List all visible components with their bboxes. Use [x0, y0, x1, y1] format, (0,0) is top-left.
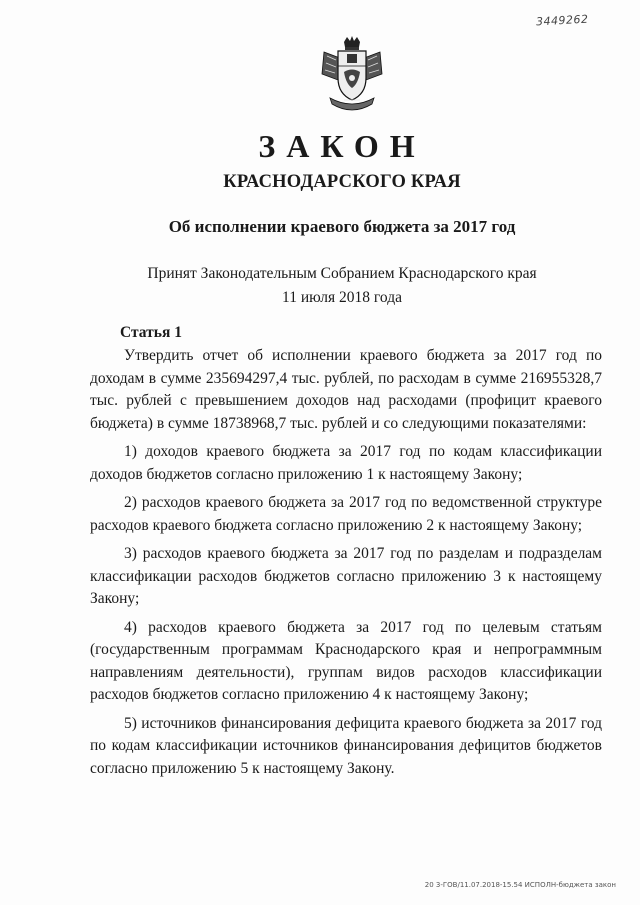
article-paragraph: 4) расходов краевого бюджета за 2017 год по целевым статьям (государственным программам Краснодарского края и непрограммным направлениям деятельности), группам видов расходов классификации расходов бюджетов согласно приложению 4 к настоящему Закону;	[90, 618, 602, 703]
adoption-body: Принят Законодательным Собранием Краснодарского края	[147, 265, 537, 282]
coat-of-arms-icon	[314, 36, 390, 116]
article-heading: Статья 1	[120, 324, 182, 341]
article-paragraph: Утвердить отчет об исполнении краевого бюджета за 2017 год по доходам в сумме 235694297,4 тыс. рублей, по расходам в сумме 216955328,7 тыс. рублей с превышением доходов над расходами (профицит краевого бюджета) в сумме 18738968,7 тыс. рублей и со следующими показателями:	[90, 347, 602, 432]
article-paragraph: 3) расходов краевого бюджета за 2017 год по разделам и подразделам классификации расходов бюджетов согласно приложению 3 к настоящему Закону;	[90, 545, 602, 607]
subject-title: Об исполнении краевого бюджета за 2017 год	[168, 217, 516, 236]
footer-code: 20 3-ГОВ/11.07.2018-15.54 ИСПОЛН-бюджета закон	[424, 881, 616, 889]
article-paragraph: 2) расходов краевого бюджета за 2017 год по ведомственной структуре расходов краевого бюджета согласно приложению 2 к настоящему Закону;	[90, 494, 602, 534]
article-paragraph: 5) источников финансирования дефицита краевого бюджета за 2017 год по кодам классификации источников финансирования дефицитов бюджетов согласно приложению 5 к настоящему Закону.	[90, 714, 602, 777]
adoption-date: 11 июля 2018 года	[282, 289, 402, 306]
law-title: ЗАКОН	[258, 128, 426, 164]
region-title: КРАСНОДАРСКОГО КРАЯ	[223, 172, 461, 192]
article-body	[90, 345, 602, 786]
adoption-note	[0, 262, 640, 310]
article-paragraph: 1) доходов краевого бюджета за 2017 год по кодам классификации доходов бюджетов согласно приложению 1 к настоящему Закону;	[90, 443, 602, 483]
handwritten-mark: 3449262	[535, 12, 589, 29]
